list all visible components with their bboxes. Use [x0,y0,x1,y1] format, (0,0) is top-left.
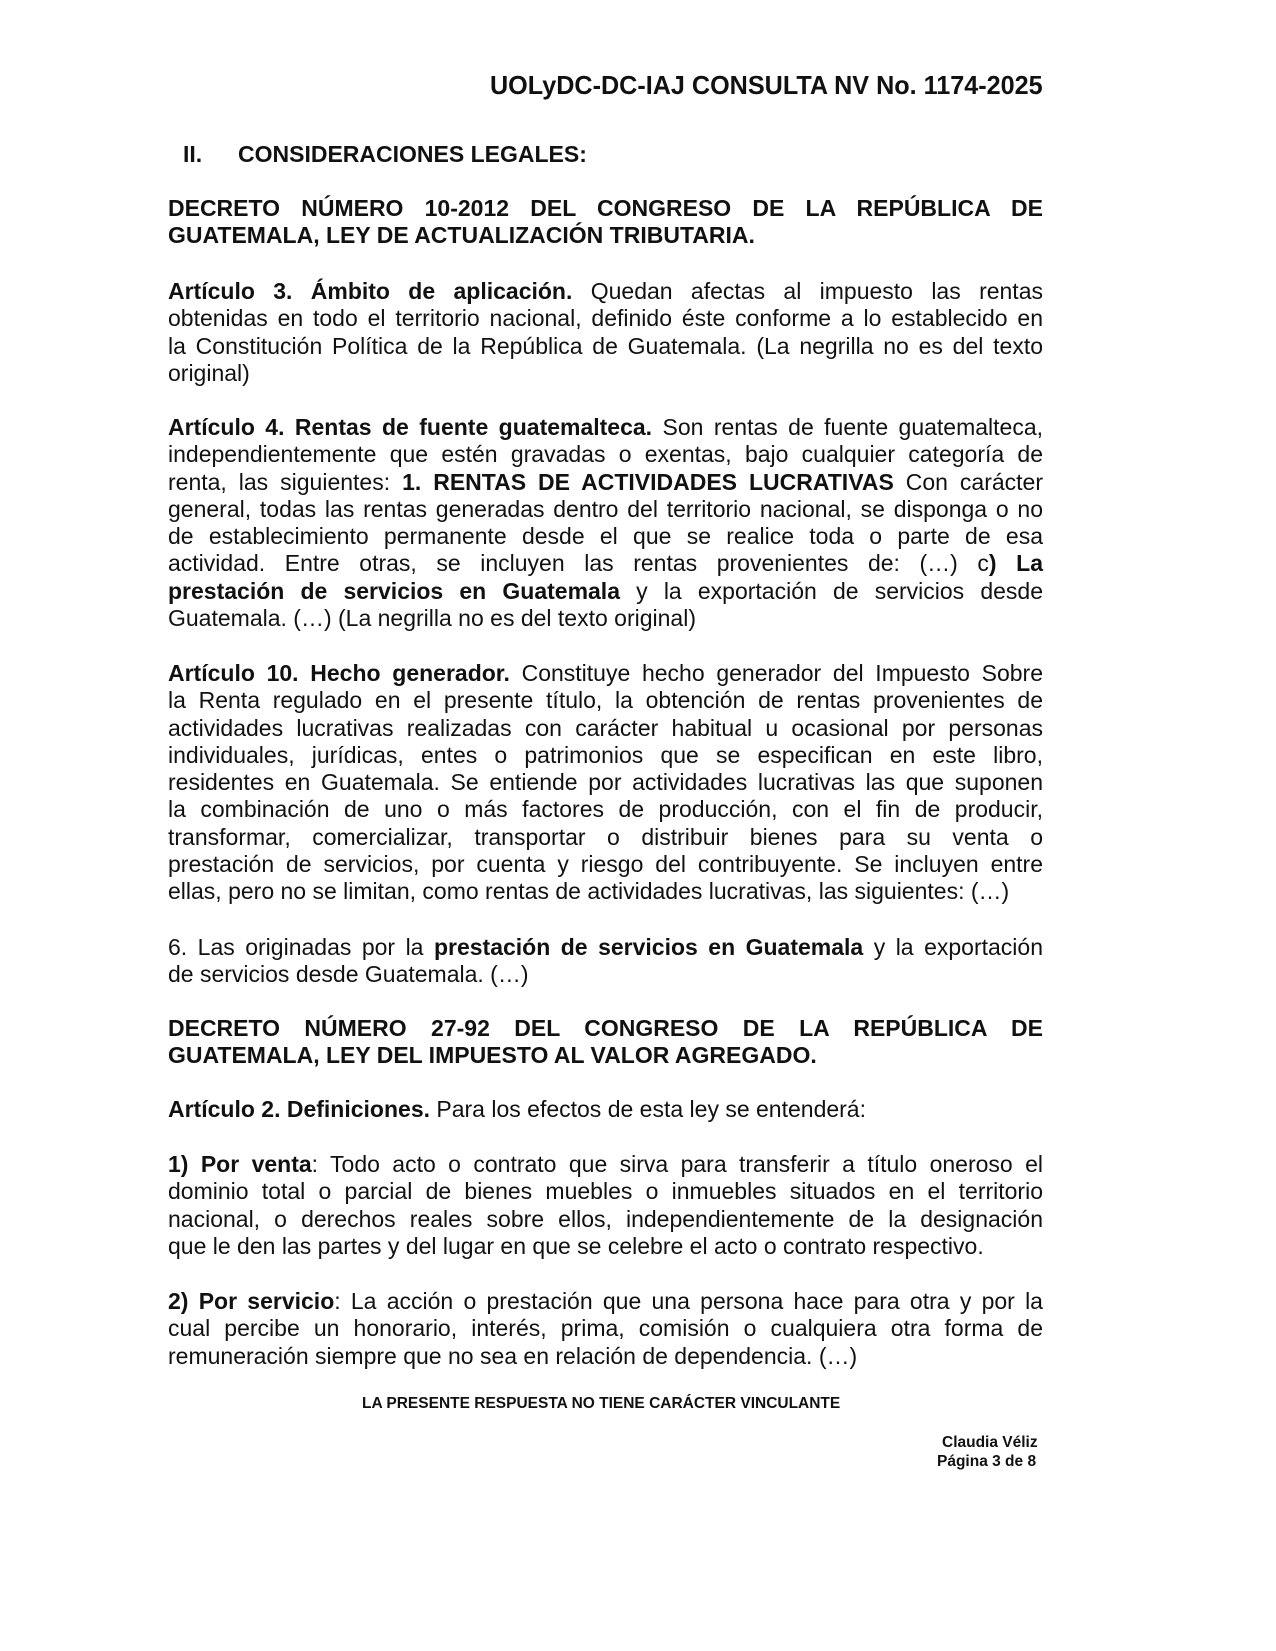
decree-27-92-heading [168,1015,1043,1070]
bold-text: GUATEMALA, LEY DEL IMPUESTO AL VALOR AGREGADO. [168,1042,817,1069]
bold-text: ) La [988,550,1043,577]
text: de establecimiento permanente desde el que se realice toda o parte de esa [168,523,1043,550]
text-line [168,660,1043,687]
text-line [168,715,1043,742]
text-line [168,333,1043,360]
text: Con carácter [893,468,1044,495]
text: individuales, jurídicas, entes o patrimonios que se especifican en este libro, [168,741,1043,768]
decree-10-2012-heading [168,195,1043,250]
text: : La acción o prestación que una persona hace para otra y por la [334,1288,1043,1314]
text-line [168,1096,1043,1123]
text: Para los efectos de esta ley se entenderá: [430,1096,866,1122]
bold-text: DECRETO NÚMERO 27-92 DEL CONGRESO DE LA REPÚBLICA DE [168,1015,1043,1041]
text: original) [168,359,250,386]
bold-text: Artículo 4. Rentas de fuente guatemalteca. [168,414,653,440]
text-line [168,1015,1043,1042]
text: prestación de servicios, por cuenta y riesgo del contribuyente. Se incluyen entre [168,851,1043,878]
text: 6. Las originadas por la [168,934,434,960]
text-line [168,605,1043,632]
text: residentes en Guatemala. Se entiende por actividades lucrativas las que suponen [168,769,1043,796]
bold-text: 1. RENTAS DE ACTIVIDADES LUCRATIVAS [402,468,894,495]
bold-text: 2) Por servicio [168,1288,335,1314]
text: la Constitución Política de la República de Guatemala. (La negrilla no es del texto [168,332,1043,359]
text-line [168,742,1043,769]
text: obtenidas en todo el territorio nacional, definido éste conforme a lo establecido en [168,305,1043,332]
text: de servicios desde Guatemala. (…) [168,961,529,988]
disclaimer: LA PRESENTE RESPUESTA NO TIENE CARÁCTER VINCULANTE [362,1395,841,1412]
text-line [168,1178,1043,1205]
text-line [168,796,1043,823]
text-line [168,414,1043,441]
bold-text: Artículo 3. Ámbito de aplicación. [168,278,573,304]
text-line [168,1206,1043,1233]
bold-text: GUATEMALA, LEY DE ACTUALIZACIÓN TRIBUTARIA. [168,222,755,249]
section-title: CONSIDERACIONES LEGALES: [238,141,587,167]
text-line [168,523,1043,550]
text: Quedan afectas al impuesto las rentas [572,278,1043,304]
article-4 [168,414,1043,632]
text-line [168,687,1043,714]
bold-text: prestación de servicios en Guatemala [433,934,864,960]
page-number: Página 3 de 8 [937,1453,1037,1470]
text-line [168,441,1043,468]
definition-servicio [168,1288,1043,1370]
definition-venta [168,1151,1043,1260]
text-line [168,360,1043,387]
article-10 [168,660,1043,906]
text-line [168,496,1043,523]
text-line [168,878,1043,905]
text-line [168,1233,1043,1260]
text: y la exportación de servicios desde [620,577,1043,604]
bold-text: 1) Por venta [168,1151,312,1177]
text: Guatemala. (…) (La negrilla no es del texto original) [168,605,696,632]
text-line [168,305,1043,332]
text-line [168,824,1043,851]
text: Constituye hecho generador del Impuesto Sobre [509,660,1043,686]
text: ellas, pero no se limitan, como rentas de actividades lucrativas, las siguientes: (…) [168,878,1010,905]
text-line [168,934,1043,961]
text-line [168,222,1043,249]
text: actividades lucrativas realizadas con carácter habitual u ocasional por personas [168,714,1043,741]
text: cual percibe un honorario, interés, prima, comisión o cualquiera otra forma de [168,1315,1043,1342]
text-line [168,469,1043,496]
text-line [168,550,1043,577]
text: renta, las siguientes: [168,468,403,495]
section-number: II. [183,141,203,167]
text-line [168,1042,1043,1069]
text-line [168,851,1043,878]
text: nacional, o derechos reales sobre ellos, independientemente de la designación [168,1205,1043,1232]
text-line [168,1315,1043,1342]
text: la combinación de uno o más factores de producción, con el fin de producir, [168,796,1043,823]
article-3 [168,278,1043,387]
article-2 [168,1096,1043,1123]
text-line [168,195,1043,222]
text: y la exportación [863,934,1043,960]
text: remuneración siempre que no sea en relación de dependencia. (…) [168,1342,858,1369]
document-reference-header: UOLyDC-DC-IAJ CONSULTA NV No. 1174-2025 [490,70,1043,100]
text-line [168,278,1043,305]
text: : Todo acto o contrato que sirva para transferir a título oneroso el [311,1151,1043,1177]
text: transformar, comercializar, transportar o distribuir bienes para su venta o [168,823,1043,850]
text-line [168,578,1043,605]
item-6 [168,934,1043,989]
bold-text: Artículo 10. Hecho generador. [168,660,510,686]
text: dominio total o parcial de bienes muebles o inmuebles situados en el territorio [168,1178,1043,1205]
text-line [168,1343,1043,1370]
text-line [168,769,1043,796]
bold-text: prestación de servicios en Guatemala [168,577,620,604]
text-line [168,961,1043,988]
text: que le den las partes y del lugar en que se celebre el acto o contrato respectivo. [168,1232,984,1259]
text: general, todas las rentas generadas dentro del territorio nacional, se disponga o no [168,495,1043,522]
author-name: Claudia Véliz [942,1434,1038,1451]
bold-text: Artículo 2. Definiciones. [168,1096,430,1122]
text: la Renta regulado en el presente título, la obtención de rentas provenientes de [168,687,1043,714]
text-line [168,1288,1043,1315]
text-line [168,1151,1043,1178]
text: Son rentas de fuente guatemalteca, [652,414,1044,440]
text: independientemente que estén gravadas o exentas, bajo cualquier categoría de [168,441,1043,468]
text: actividad. Entre otras, se incluyen las rentas provenientes de: (…) c [168,550,989,577]
bold-text: DECRETO NÚMERO 10-2012 DEL CONGRESO DE LA REPÚBLICA DE [168,195,1043,221]
